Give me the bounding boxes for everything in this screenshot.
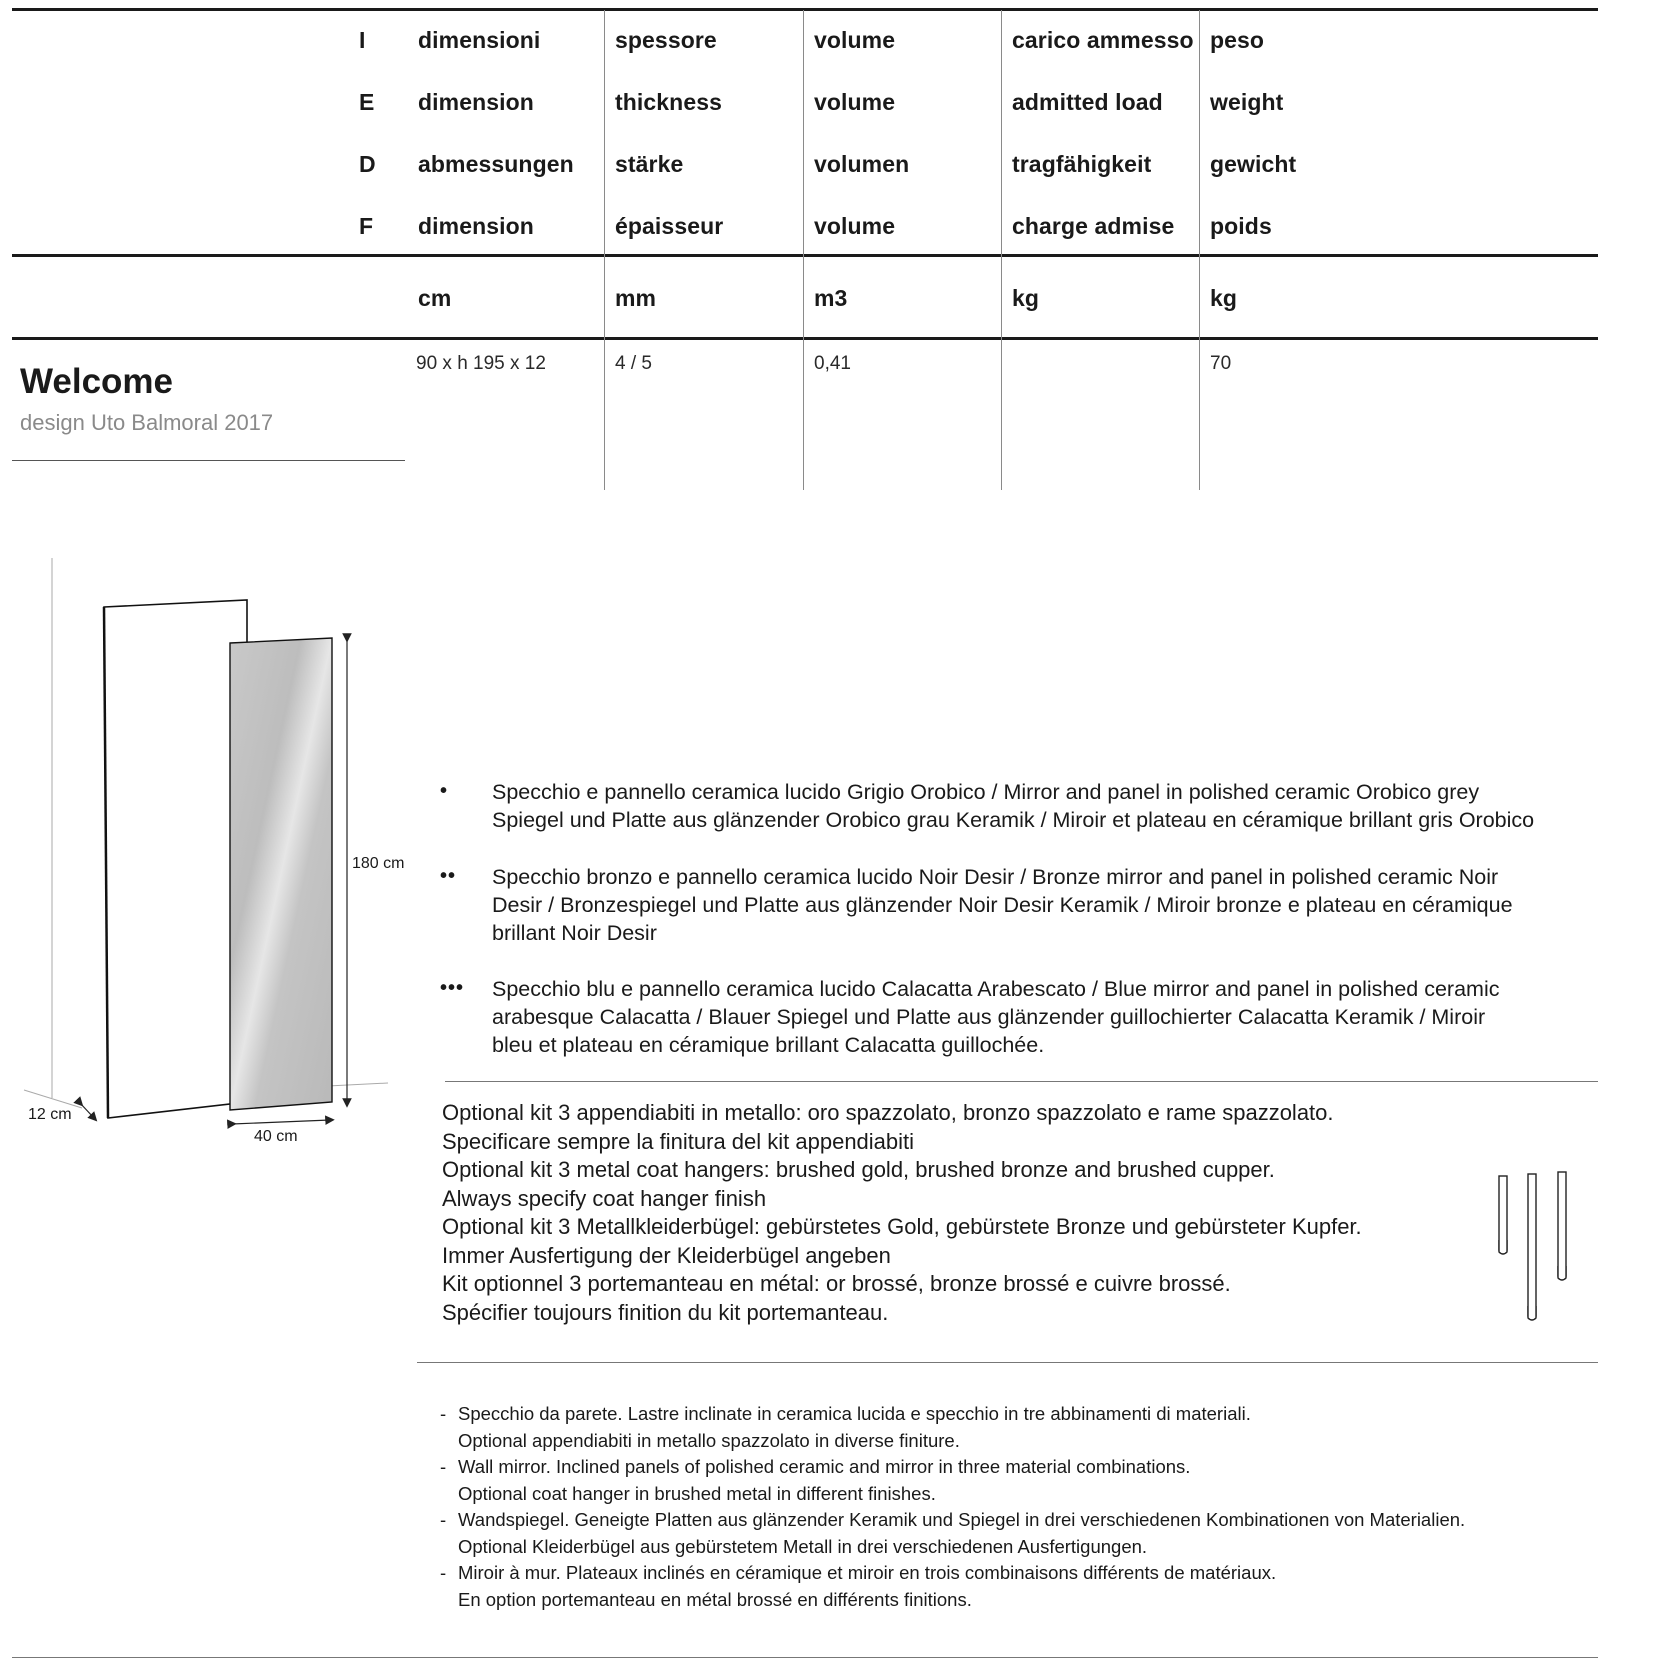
optional-kit-line: Kit optionnel 3 portemanteau en métal: or brossé, bronze brossé e cuivre brossé. bbox=[442, 1271, 1231, 1296]
header-dimension-it: dimensioni bbox=[418, 27, 541, 53]
header-thickness-en: thickness bbox=[615, 89, 723, 115]
variant-line: Specchio blu e pannello ceramica lucido Calacatta Arabescato / Blue mirror and panel in polished ceramic bbox=[492, 977, 1500, 1001]
optional-kit-text bbox=[442, 1099, 1492, 1327]
note-dash: - bbox=[440, 1509, 447, 1530]
variant-line: brillant Noir Desir bbox=[492, 921, 657, 945]
variant-line: bleu et plateau en céramique brillant Calacatta guillochée. bbox=[492, 1033, 1045, 1057]
variant-line: Spiegel und Platte aus glänzender Orobico grau Keramik / Miroir et plateau en céramique brillant gris Orobico bbox=[492, 808, 1535, 832]
note-line: Wall mirror. Inclined panels of polished ceramic and mirror in three material combinations. bbox=[458, 1456, 1191, 1477]
header-dimension-fr: dimension bbox=[418, 213, 534, 239]
optional-kit-line: Optional kit 3 appendiabiti in metallo: oro spazzolato, bronzo spazzolato e rame spazzolato. bbox=[442, 1100, 1334, 1125]
variant-line: Specchio bronzo e pannello ceramica lucido Noir Desir / Bronze mirror and panel in polished ceramic Noir bbox=[492, 865, 1499, 889]
variant-marker: ••• bbox=[440, 977, 465, 999]
note-line: Optional Kleiderbügel aus gebürstetem Metall in drei verschiedenen Ausfertigungen. bbox=[458, 1535, 1148, 1557]
note-item bbox=[440, 1454, 1620, 1507]
note-item bbox=[440, 1507, 1620, 1560]
bottom-rule bbox=[12, 1657, 1598, 1658]
unit-thickness: mm bbox=[615, 285, 657, 311]
header-dimension-de: abmessungen bbox=[418, 151, 574, 177]
lang-code-it: I bbox=[359, 27, 366, 53]
variant-line: arabesque Calacatta / Blauer Spiegel und Platte aus glänzender guillochierter Calacatta Keramik / Miroir bbox=[492, 1005, 1486, 1029]
note-line: Wandspiegel. Geneigte Platten aus glänzender Keramik und Spiegel in drei verschiedenen Kombinationen von Materialien. bbox=[458, 1509, 1466, 1530]
depth-dimension-line bbox=[80, 1103, 94, 1118]
note-item bbox=[440, 1560, 1620, 1613]
depth-label: 12 cm bbox=[28, 1106, 72, 1123]
note-dash: - bbox=[440, 1403, 447, 1424]
variant-text bbox=[492, 778, 1642, 834]
note-dash: - bbox=[440, 1562, 447, 1583]
variant-marker: • bbox=[440, 780, 449, 802]
header-thickness-fr: épaisseur bbox=[615, 213, 724, 239]
title-underline bbox=[12, 460, 405, 461]
lang-code-fr: F bbox=[359, 213, 374, 239]
header-weight-it: peso bbox=[1210, 27, 1265, 53]
lang-code-de: D bbox=[359, 151, 376, 177]
value-volume: 0,41 bbox=[814, 353, 851, 374]
product-name: Welcome bbox=[20, 362, 174, 401]
table-unit-rule bbox=[12, 337, 1598, 340]
variant-marker: •• bbox=[440, 865, 457, 887]
header-weight-en: weight bbox=[1210, 89, 1284, 115]
height-label: 180 cm bbox=[352, 855, 405, 872]
column-divider bbox=[604, 10, 605, 490]
coat-hanger-long bbox=[1528, 1174, 1536, 1320]
header-volume-it: volume bbox=[814, 27, 896, 53]
variant-text bbox=[492, 863, 1642, 947]
note-item bbox=[440, 1401, 1620, 1454]
variant-line: Desir / Bronzespiegel und Platte aus glänzender Noir Desir Keramik / Miroir bronze e plateau en céramique bbox=[492, 893, 1513, 917]
table-header-rule bbox=[12, 254, 1598, 257]
variant-text bbox=[492, 975, 1642, 1059]
header-thickness-it: spessore bbox=[615, 27, 717, 53]
coat-hangers-illustration bbox=[1490, 1168, 1570, 1328]
header-volume-en: volume bbox=[814, 89, 896, 115]
value-weight: 70 bbox=[1210, 353, 1232, 374]
optional-kit-line: Specificare sempre la finitura del kit appendiabiti bbox=[442, 1128, 915, 1154]
description-notes bbox=[440, 1401, 1620, 1613]
optional-kit-line: Always specify coat hanger finish bbox=[442, 1185, 767, 1211]
header-load-en: admitted load bbox=[1012, 89, 1163, 115]
header-load-it: carico ammesso bbox=[1012, 27, 1194, 53]
variant-line: Specchio e pannello ceramica lucido Grigio Orobico / Mirror and panel in polished ceramic Orobico grey bbox=[492, 780, 1480, 804]
product-designer: design Uto Balmoral 2017 bbox=[20, 410, 274, 435]
note-line: Specchio da parete. Lastre inclinate in ceramica lucida e specchio in tre abbinamenti di materiali. bbox=[458, 1403, 1251, 1424]
ceramic-panel bbox=[104, 600, 247, 1118]
value-thickness: 4 / 5 bbox=[615, 353, 652, 374]
header-weight-fr: poids bbox=[1210, 213, 1272, 239]
header-weight-de: gewicht bbox=[1210, 151, 1297, 177]
optional-kit-line: Optional kit 3 metal coat hangers: brushed gold, brushed bronze and brushed cupper. bbox=[442, 1157, 1275, 1182]
column-divider bbox=[1199, 10, 1200, 490]
note-line: Optional appendiabiti in metallo spazzolato in diverse finiture. bbox=[458, 1429, 960, 1451]
coat-hanger-short bbox=[1499, 1176, 1507, 1254]
note-line: En option portemanteau en métal brossé en différents finitions. bbox=[458, 1588, 972, 1610]
column-divider bbox=[1001, 10, 1002, 490]
note-line: Optional coat hanger in brushed metal in different finishes. bbox=[458, 1482, 936, 1504]
optional-kit-line: Optional kit 3 Metallkleiderbügel: gebürstetes Gold, gebürstete Bronze und gebürsteter Kupfer. bbox=[442, 1214, 1362, 1239]
unit-volume: m3 bbox=[814, 285, 848, 311]
width-dimension-line bbox=[232, 1120, 330, 1124]
column-divider bbox=[803, 10, 804, 490]
unit-dimension: cm bbox=[418, 285, 452, 311]
variants-divider bbox=[445, 1081, 1598, 1082]
optional-kit-line: Spécifier toujours finition du kit portemanteau. bbox=[442, 1299, 889, 1325]
header-volume-de: volumen bbox=[814, 151, 910, 177]
unit-load: kg bbox=[1012, 285, 1040, 311]
header-load-fr: charge admise bbox=[1012, 213, 1175, 239]
unit-weight: kg bbox=[1210, 285, 1238, 311]
header-dimension-en: dimension bbox=[418, 89, 534, 115]
header-volume-fr: volume bbox=[814, 213, 896, 239]
header-load-de: tragfähigkeit bbox=[1012, 151, 1152, 177]
header-thickness-de: stärke bbox=[615, 151, 684, 177]
value-dimension: 90 x h 195 x 12 bbox=[416, 353, 546, 374]
optional-kit-line: Immer Ausfertigung der Kleiderbügel angeben bbox=[442, 1242, 891, 1268]
note-line: Miroir à mur. Plateaux inclinés en céramique et miroir en trois combinaisons différents de matériaux. bbox=[458, 1562, 1277, 1583]
kit-divider bbox=[417, 1362, 1598, 1363]
mirror-panel bbox=[230, 638, 332, 1110]
coat-hanger-medium bbox=[1558, 1172, 1566, 1280]
table-top-rule bbox=[12, 8, 1598, 11]
width-label: 40 cm bbox=[254, 1128, 298, 1145]
lang-code-en: E bbox=[359, 89, 375, 115]
note-dash: - bbox=[440, 1456, 447, 1477]
